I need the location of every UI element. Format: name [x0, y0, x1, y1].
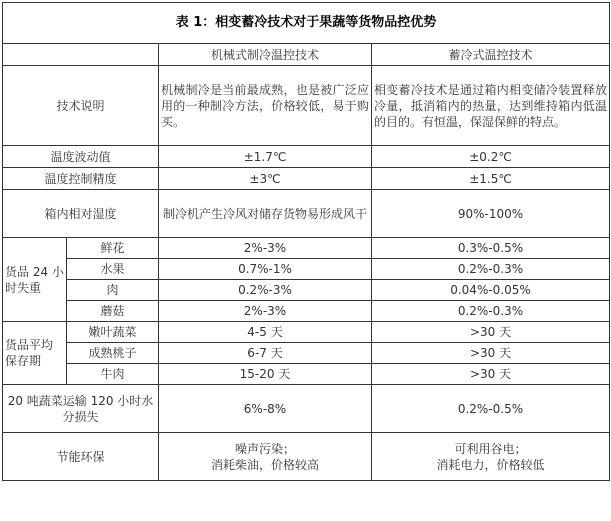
shelf-life-item-label: 牛肉 — [67, 364, 159, 385]
tech-desc-mechanical: 机械制冷是当前最成熟，也是被广泛应用的一种制冷方法，价格较低，易于购买。 — [159, 66, 372, 146]
row-label-temp-ctrl: 温度控制精度 — [3, 168, 159, 190]
header-empty — [3, 44, 159, 66]
energy-mechanical — [159, 433, 372, 481]
weight-loss-mechanical: 2%-3% — [159, 238, 372, 259]
transport-loss-cold-storage: 0.2%-0.5% — [372, 385, 610, 433]
tech-desc-cold-storage: 相变蓄冷技术是通过箱内相变储冷装置释放冷量，抵消箱内的热量，达到维持箱内低温的目的。有恒温，保湿保鲜的特点。 — [372, 66, 610, 146]
shelf-life-mechanical: 4-5 天 — [159, 322, 372, 343]
weight-loss-item-label: 蘑菇 — [67, 301, 159, 322]
shelf-life-cold-storage: >30 天 — [372, 364, 610, 385]
group-label-shelf-life: 货品平均保存期 — [3, 322, 67, 385]
weight-loss-item-label: 肉 — [67, 280, 159, 301]
table-title: 表 1：相变蓄冷技术对于果蔬等货物品控优势 — [3, 3, 610, 44]
row-label-humidity: 箱内相对湿度 — [3, 190, 159, 238]
energy-mechanical-line1: 噪声污染； — [234, 441, 295, 456]
row-label-temp-fluct: 温度波动值 — [3, 146, 159, 168]
shelf-life-cold-storage: >30 天 — [372, 322, 610, 343]
energy-cold-storage-line2: 消耗电力，价格较低 — [436, 457, 545, 472]
energy-cold-storage-line1: 可利用谷电； — [454, 441, 527, 456]
header-mechanical: 机械式制冷温控技术 — [159, 44, 372, 66]
row-label-transport-loss: 20 吨蔬菜运输 120 小时水分损失 — [3, 385, 159, 433]
shelf-life-mechanical: 6-7 天 — [159, 343, 372, 364]
shelf-life-item-label: 嫩叶蔬菜 — [67, 322, 159, 343]
row-label-energy: 节能环保 — [3, 433, 159, 481]
humidity-cold-storage: 90%-100% — [372, 190, 610, 238]
weight-loss-mechanical: 0.2%-3% — [159, 280, 372, 301]
shelf-life-cold-storage: >30 天 — [372, 343, 610, 364]
temp-ctrl-mechanical: ±3℃ — [159, 168, 372, 190]
header-cold-storage: 蓄冷式温控技术 — [372, 44, 610, 66]
weight-loss-cold-storage: 0.2%-0.3% — [372, 301, 610, 322]
weight-loss-cold-storage: 0.3%-0.5% — [372, 238, 610, 259]
temp-fluct-mechanical: ±1.7℃ — [159, 146, 372, 168]
energy-mechanical-line2: 消耗柴油，价格较高 — [210, 457, 319, 472]
weight-loss-cold-storage: 0.2%-0.3% — [372, 259, 610, 280]
comparison-table — [2, 2, 610, 481]
energy-cold-storage — [372, 433, 610, 481]
weight-loss-item-label: 水果 — [67, 259, 159, 280]
weight-loss-cold-storage: 0.04%-0.05% — [372, 280, 610, 301]
weight-loss-item-label: 鲜花 — [67, 238, 159, 259]
transport-loss-mechanical: 6%-8% — [159, 385, 372, 433]
group-label-weight-loss: 货品 24 小时失重 — [3, 238, 67, 322]
shelf-life-mechanical: 15-20 天 — [159, 364, 372, 385]
temp-ctrl-cold-storage: ±1.5℃ — [372, 168, 610, 190]
row-label-tech-desc: 技术说明 — [3, 66, 159, 146]
humidity-mechanical: 制冷机产生冷风对储存货物易形成风干 — [159, 190, 372, 238]
temp-fluct-cold-storage: ±0.2℃ — [372, 146, 610, 168]
shelf-life-item-label: 成熟桃子 — [67, 343, 159, 364]
weight-loss-mechanical: 0.7%-1% — [159, 259, 372, 280]
weight-loss-mechanical: 2%-3% — [159, 301, 372, 322]
